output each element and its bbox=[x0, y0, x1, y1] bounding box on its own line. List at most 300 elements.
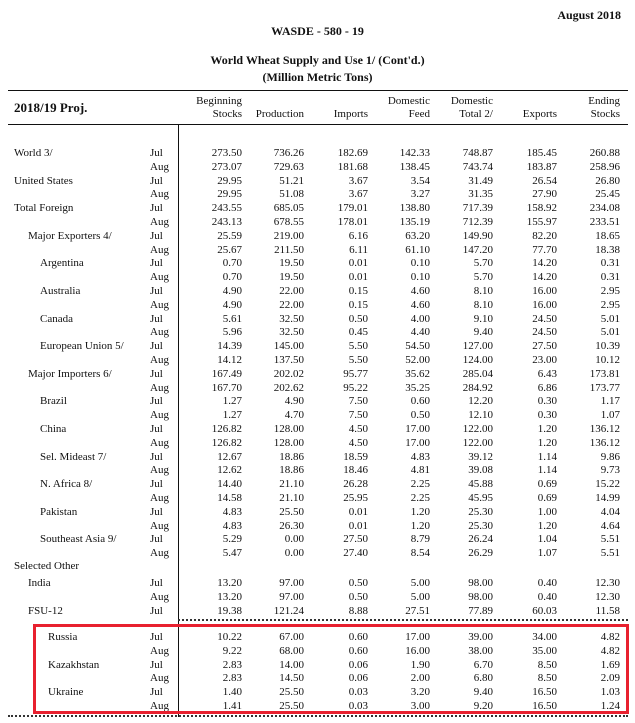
cell-value: 3.67 bbox=[348, 188, 368, 201]
cell-value: 0.01 bbox=[348, 271, 368, 284]
row-month: Aug bbox=[150, 298, 169, 311]
column-header-line1 bbox=[334, 95, 368, 108]
cell-value: 22.00 bbox=[279, 285, 304, 297]
cell-value: 98.00 bbox=[468, 577, 493, 589]
cell-value: 5.01 bbox=[600, 326, 620, 339]
cell-value: 29.95 bbox=[217, 174, 242, 187]
cell-value: 9.40 bbox=[473, 326, 493, 339]
cell-value: 1.07 bbox=[537, 547, 557, 560]
cell-value: 6.80 bbox=[473, 672, 493, 685]
cell-value: 5.01 bbox=[600, 312, 620, 325]
row-month: Aug bbox=[150, 519, 169, 532]
row-month: Jul bbox=[150, 257, 163, 270]
cell-value: 0.10 bbox=[410, 257, 430, 270]
column-header-line1: Ending bbox=[588, 95, 620, 107]
cell-value: 26.28 bbox=[343, 478, 368, 491]
cell-value: 5.47 bbox=[222, 547, 242, 560]
cell-value: 31.49 bbox=[468, 174, 493, 187]
cell-value: 6.86 bbox=[537, 381, 557, 394]
column-header-line2: Exports bbox=[522, 108, 557, 120]
cell-value: 10.39 bbox=[595, 340, 620, 353]
row-month: Aug bbox=[150, 672, 169, 685]
cell-value: 0.31 bbox=[600, 271, 620, 284]
cell-value: 0.40 bbox=[537, 591, 557, 603]
row-label: Canada bbox=[40, 312, 73, 325]
cell-value: 4.90 bbox=[284, 395, 304, 408]
cell-value: 14.12 bbox=[217, 354, 242, 366]
row-month: Jul bbox=[150, 395, 163, 408]
cell-value: 127.00 bbox=[462, 340, 493, 353]
cell-value: 0.60 bbox=[348, 631, 368, 643]
cell-value: 0.30 bbox=[537, 409, 557, 422]
column-header bbox=[588, 95, 620, 121]
column-header-line2: Imports bbox=[333, 108, 368, 120]
cell-value: 18.46 bbox=[343, 464, 368, 477]
row-label: Selected Other bbox=[14, 560, 80, 572]
cell-value: 173.81 bbox=[589, 367, 620, 380]
cell-value: 0.45 bbox=[348, 326, 368, 339]
row-month: Jul bbox=[150, 367, 163, 380]
row-label: Argentina bbox=[40, 257, 84, 270]
cell-value: 8.54 bbox=[410, 547, 430, 560]
cell-value: 145.00 bbox=[273, 340, 304, 353]
cell-value: 35.62 bbox=[405, 367, 430, 380]
cell-value: 179.01 bbox=[337, 202, 368, 215]
cell-value: 11.58 bbox=[595, 605, 620, 617]
cell-value: 16.50 bbox=[532, 700, 557, 712]
cell-value: 25.30 bbox=[468, 505, 493, 518]
cell-value: 23.00 bbox=[532, 354, 557, 366]
cell-value: 16.00 bbox=[532, 285, 557, 297]
row-month: Jul bbox=[150, 312, 163, 325]
cell-value: 1.14 bbox=[537, 464, 557, 477]
cell-value: 4.83 bbox=[222, 505, 242, 518]
cell-value: 5.00 bbox=[410, 591, 430, 603]
cell-value: 183.87 bbox=[526, 160, 557, 173]
cell-value: 219.00 bbox=[273, 229, 304, 242]
row-label: Sel. Mideast 7/ bbox=[40, 450, 107, 463]
cell-value: 0.70 bbox=[222, 271, 242, 284]
row-month: Aug bbox=[150, 160, 169, 173]
cell-value: 126.82 bbox=[211, 436, 242, 449]
cell-value: 149.90 bbox=[462, 229, 493, 242]
cell-value: 0.50 bbox=[348, 577, 368, 589]
cell-value: 202.02 bbox=[273, 367, 304, 380]
cell-value: 25.59 bbox=[217, 229, 242, 242]
cell-value: 39.08 bbox=[468, 464, 493, 477]
cell-value: 0.15 bbox=[348, 285, 368, 297]
cell-value: 285.04 bbox=[462, 367, 493, 380]
cell-value: 2.95 bbox=[600, 298, 620, 311]
column-header bbox=[451, 95, 493, 121]
period-label: 2018/19 Proj. bbox=[14, 100, 88, 115]
row-month: Aug bbox=[150, 271, 169, 284]
cell-value: 202.62 bbox=[273, 381, 304, 394]
cell-value: 22.00 bbox=[279, 298, 304, 311]
cell-value: 4.81 bbox=[410, 464, 430, 477]
cell-value: 155.97 bbox=[526, 216, 557, 228]
cell-value: 1.00 bbox=[537, 505, 557, 518]
cell-value: 5.96 bbox=[222, 326, 242, 339]
cell-value: 0.50 bbox=[348, 591, 368, 603]
cell-value: 717.39 bbox=[462, 202, 493, 215]
cell-value: 3.27 bbox=[410, 188, 430, 201]
cell-value: 51.21 bbox=[279, 174, 304, 187]
cell-value: 185.45 bbox=[526, 147, 557, 159]
cell-value: 137.50 bbox=[273, 354, 304, 366]
cell-value: 0.00 bbox=[284, 547, 304, 560]
cell-value: 3.20 bbox=[410, 686, 430, 699]
cell-value: 26.30 bbox=[279, 519, 304, 532]
top-rule bbox=[8, 90, 628, 91]
cell-value: 95.22 bbox=[343, 381, 368, 394]
column-header-line1: Beginning bbox=[196, 95, 242, 107]
row-label: Major Exporters 4/ bbox=[28, 229, 112, 242]
cell-value: 32.50 bbox=[279, 312, 304, 325]
cell-value: 25.50 bbox=[279, 686, 304, 699]
cell-value: 38.00 bbox=[468, 644, 493, 657]
row-month: Jul bbox=[150, 340, 163, 353]
cell-value: 19.38 bbox=[217, 605, 242, 617]
row-label: Pakistan bbox=[40, 505, 78, 518]
cell-value: 2.25 bbox=[410, 478, 430, 491]
cell-value: 0.10 bbox=[410, 271, 430, 284]
cell-value: 4.00 bbox=[410, 312, 430, 325]
cell-value: 18.86 bbox=[279, 464, 304, 477]
cell-value: 2.95 bbox=[600, 285, 620, 297]
row-month: Aug bbox=[150, 326, 169, 339]
cell-value: 685.05 bbox=[273, 202, 304, 215]
cell-value: 27.40 bbox=[343, 547, 368, 560]
cell-value: 7.50 bbox=[348, 409, 368, 422]
cell-value: 1.20 bbox=[537, 519, 557, 532]
report-date: August 2018 bbox=[557, 8, 621, 22]
row-month: Jul bbox=[150, 450, 163, 463]
cell-value: 10.22 bbox=[217, 631, 242, 643]
cell-value: 1.04 bbox=[537, 533, 557, 546]
cell-value: 14.99 bbox=[595, 492, 620, 504]
column-header-line2: Stocks bbox=[212, 108, 242, 120]
cell-value: 273.07 bbox=[211, 160, 242, 173]
row-label: United States bbox=[14, 174, 73, 187]
cell-value: 158.92 bbox=[526, 202, 557, 215]
row-month: Aug bbox=[150, 243, 169, 256]
cell-value: 18.86 bbox=[279, 450, 304, 463]
cell-value: 211.50 bbox=[274, 243, 304, 256]
cell-value: 2.83 bbox=[222, 658, 242, 671]
cell-value: 4.04 bbox=[600, 505, 620, 518]
cell-value: 68.00 bbox=[279, 644, 304, 657]
cell-value: 6.70 bbox=[473, 658, 493, 671]
cell-value: 10.12 bbox=[595, 354, 620, 366]
cell-value: 26.54 bbox=[532, 174, 557, 187]
row-month: Jul bbox=[150, 423, 163, 435]
cell-value: 13.20 bbox=[217, 577, 242, 589]
cell-value: 0.60 bbox=[410, 395, 430, 408]
cell-value: 0.50 bbox=[410, 409, 430, 422]
cell-value: 32.50 bbox=[279, 326, 304, 339]
cell-value: 0.00 bbox=[284, 533, 304, 546]
cell-value: 1.40 bbox=[222, 686, 242, 699]
cell-value: 27.51 bbox=[405, 605, 430, 617]
cell-value: 1.07 bbox=[600, 409, 620, 422]
cell-value: 1.90 bbox=[410, 658, 430, 671]
cell-value: 9.22 bbox=[222, 644, 242, 657]
cell-value: 8.10 bbox=[473, 285, 493, 297]
cell-value: 0.03 bbox=[348, 700, 368, 712]
cell-value: 4.90 bbox=[222, 285, 242, 297]
cell-value: 45.95 bbox=[468, 492, 493, 504]
cell-value: 2.00 bbox=[410, 672, 430, 685]
cell-value: 0.01 bbox=[348, 519, 368, 532]
cell-value: 5.29 bbox=[222, 533, 242, 546]
cell-value: 121.24 bbox=[273, 605, 304, 617]
cell-value: 51.08 bbox=[279, 188, 304, 201]
cell-value: 9.20 bbox=[473, 700, 493, 712]
cell-value: 12.20 bbox=[468, 395, 493, 408]
cell-value: 17.00 bbox=[405, 631, 430, 643]
column-header-line1: Domestic bbox=[387, 95, 430, 107]
cell-value: 19.50 bbox=[279, 257, 304, 270]
cell-value: 17.00 bbox=[405, 436, 430, 449]
cell-value: 9.73 bbox=[600, 464, 620, 477]
cell-value: 35.25 bbox=[405, 381, 430, 394]
cell-value: 181.68 bbox=[337, 160, 368, 173]
cell-value: 3.00 bbox=[410, 700, 430, 712]
cell-value: 9.40 bbox=[473, 686, 493, 699]
cell-value: 35.00 bbox=[532, 644, 557, 657]
cell-value: 5.61 bbox=[222, 312, 242, 325]
row-month: Aug bbox=[150, 188, 169, 201]
cell-value: 234.08 bbox=[589, 202, 620, 215]
cell-value: 138.45 bbox=[399, 160, 430, 173]
cell-value: 63.20 bbox=[405, 229, 430, 242]
cell-value: 167.70 bbox=[211, 381, 242, 394]
cell-value: 16.00 bbox=[405, 644, 430, 657]
cell-value: 14.20 bbox=[532, 257, 557, 270]
cell-value: 0.03 bbox=[348, 686, 368, 699]
cell-value: 77.70 bbox=[532, 243, 557, 256]
cell-value: 0.60 bbox=[348, 644, 368, 657]
cell-value: 126.82 bbox=[211, 423, 242, 435]
cell-value: 25.50 bbox=[279, 505, 304, 518]
cell-value: 16.50 bbox=[532, 686, 557, 699]
row-month: Jul bbox=[150, 533, 163, 546]
row-month: Jul bbox=[150, 229, 163, 242]
row-label: Australia bbox=[40, 285, 81, 297]
row-month: Jul bbox=[150, 478, 163, 491]
cell-value: 12.10 bbox=[468, 409, 493, 422]
highlight-box bbox=[33, 624, 629, 714]
cell-value: 17.00 bbox=[405, 423, 430, 435]
row-label: Ukraine bbox=[48, 686, 84, 699]
row-month: Jul bbox=[150, 577, 163, 589]
row-month: Jul bbox=[150, 658, 163, 671]
cell-value: 4.40 bbox=[410, 326, 430, 339]
cell-value: 27.50 bbox=[343, 533, 368, 546]
cell-value: 0.01 bbox=[348, 505, 368, 518]
cell-value: 1.14 bbox=[537, 450, 557, 463]
cell-value: 4.64 bbox=[600, 519, 620, 532]
cell-value: 1.03 bbox=[600, 686, 620, 699]
cell-value: 4.82 bbox=[600, 644, 620, 657]
cell-value: 0.01 bbox=[348, 257, 368, 270]
cell-value: 142.33 bbox=[399, 147, 430, 159]
header-rule bbox=[8, 124, 628, 125]
cell-value: 12.67 bbox=[217, 450, 242, 463]
row-month: Aug bbox=[150, 381, 169, 394]
cell-value: 4.82 bbox=[600, 631, 620, 643]
cell-value: 243.55 bbox=[211, 202, 242, 215]
cell-value: 26.80 bbox=[595, 174, 620, 187]
cell-value: 14.58 bbox=[217, 492, 242, 504]
cell-value: 128.00 bbox=[273, 423, 304, 435]
cell-value: 167.49 bbox=[211, 367, 242, 380]
column-header bbox=[196, 95, 242, 121]
cell-value: 1.20 bbox=[410, 505, 430, 518]
row-month: Jul bbox=[150, 174, 163, 187]
cell-value: 34.00 bbox=[532, 631, 557, 643]
cell-value: 12.30 bbox=[595, 577, 620, 589]
cell-value: 736.26 bbox=[273, 147, 304, 159]
row-month: Jul bbox=[150, 147, 163, 159]
cell-value: 1.20 bbox=[537, 436, 557, 449]
cell-value: 4.70 bbox=[284, 409, 304, 422]
cell-value: 128.00 bbox=[273, 436, 304, 449]
cell-value: 124.00 bbox=[462, 354, 493, 366]
cell-value: 5.51 bbox=[600, 547, 620, 560]
cell-value: 29.95 bbox=[217, 188, 242, 201]
cell-value: 45.88 bbox=[468, 478, 493, 491]
row-month: Aug bbox=[150, 436, 169, 449]
cell-value: 3.54 bbox=[410, 174, 430, 187]
column-header bbox=[523, 95, 557, 121]
row-month: Aug bbox=[150, 591, 169, 603]
column-header-line2: Production bbox=[255, 108, 304, 120]
cell-value: 8.10 bbox=[473, 298, 493, 311]
cell-value: 729.63 bbox=[273, 160, 304, 173]
cell-value: 243.13 bbox=[211, 216, 242, 228]
cell-value: 4.60 bbox=[410, 285, 430, 297]
row-label: World 3/ bbox=[14, 147, 53, 159]
row-month: Aug bbox=[150, 464, 169, 477]
row-label: N. Africa 8/ bbox=[40, 478, 93, 491]
cell-value: 284.92 bbox=[462, 381, 493, 394]
cell-value: 743.74 bbox=[462, 160, 493, 173]
cell-value: 122.00 bbox=[462, 423, 493, 435]
cell-value: 147.20 bbox=[462, 243, 493, 256]
cell-value: 25.30 bbox=[468, 519, 493, 532]
cell-value: 4.50 bbox=[348, 436, 368, 449]
cell-value: 2.83 bbox=[222, 672, 242, 685]
column-header bbox=[388, 95, 430, 121]
cell-value: 13.20 bbox=[217, 591, 242, 603]
row-month: Jul bbox=[150, 631, 163, 643]
row-label: Kazakhstan bbox=[48, 658, 100, 671]
cell-value: 1.20 bbox=[537, 423, 557, 435]
row-label: Russia bbox=[48, 631, 78, 643]
row-month: Jul bbox=[150, 285, 163, 297]
cell-value: 182.69 bbox=[337, 147, 368, 159]
cell-value: 5.50 bbox=[348, 340, 368, 353]
cell-value: 136.12 bbox=[589, 423, 620, 435]
cell-value: 18.59 bbox=[343, 450, 368, 463]
cell-value: 21.10 bbox=[279, 478, 304, 491]
cell-value: 95.77 bbox=[343, 367, 368, 380]
cell-value: 2.25 bbox=[410, 492, 430, 504]
cell-value: 173.77 bbox=[589, 381, 620, 394]
cell-value: 97.00 bbox=[279, 591, 304, 603]
cell-value: 16.00 bbox=[532, 298, 557, 311]
row-month: Jul bbox=[150, 505, 163, 518]
column-header-line2: Total 2/ bbox=[459, 108, 493, 120]
row-label: Total Foreign bbox=[14, 202, 74, 215]
clipped-footnote bbox=[8, 715, 628, 723]
cell-value: 14.40 bbox=[217, 478, 242, 491]
cell-value: 54.50 bbox=[405, 340, 430, 353]
cell-value: 0.69 bbox=[537, 492, 557, 504]
row-label: European Union 5/ bbox=[40, 340, 124, 353]
cell-value: 7.50 bbox=[348, 395, 368, 408]
table-title: World Wheat Supply and Use 1/ (Cont'd.) bbox=[210, 53, 425, 67]
cell-value: 24.50 bbox=[532, 326, 557, 339]
cell-value: 12.62 bbox=[217, 464, 242, 477]
cell-value: 15.22 bbox=[595, 478, 620, 491]
cell-value: 233.51 bbox=[589, 216, 620, 228]
cell-value: 52.00 bbox=[405, 354, 430, 366]
table-subtitle: (Million Metric Tons) bbox=[262, 70, 373, 84]
cell-value: 61.10 bbox=[405, 243, 430, 256]
cell-value: 138.80 bbox=[399, 202, 430, 215]
cell-value: 21.10 bbox=[279, 492, 304, 504]
row-label: Major Importers 6/ bbox=[28, 367, 112, 380]
cell-value: 25.67 bbox=[217, 243, 242, 256]
cell-value: 4.83 bbox=[222, 519, 242, 532]
row-month: Aug bbox=[150, 492, 169, 504]
cell-value: 18.38 bbox=[595, 243, 620, 256]
cell-value: 1.41 bbox=[222, 700, 242, 712]
cell-value: 1.27 bbox=[222, 395, 242, 408]
row-label: India bbox=[28, 577, 51, 589]
cell-value: 5.51 bbox=[600, 533, 620, 546]
row-month: Jul bbox=[150, 686, 163, 699]
cell-value: 82.20 bbox=[532, 229, 557, 242]
row-label: Brazil bbox=[40, 395, 67, 408]
column-header-line1: Domestic bbox=[450, 95, 493, 107]
cell-value: 4.60 bbox=[410, 298, 430, 311]
cell-value: 0.70 bbox=[222, 257, 242, 270]
cell-value: 0.31 bbox=[600, 257, 620, 270]
cell-value: 60.03 bbox=[532, 605, 557, 617]
cell-value: 3.67 bbox=[348, 174, 368, 187]
row-label: FSU-12 bbox=[28, 605, 63, 617]
cell-value: 122.00 bbox=[462, 436, 493, 449]
cell-value: 5.70 bbox=[473, 271, 493, 284]
cell-value: 8.50 bbox=[537, 672, 557, 685]
cell-value: 712.39 bbox=[462, 216, 493, 228]
cell-value: 748.87 bbox=[462, 147, 493, 159]
cell-value: 18.65 bbox=[595, 229, 620, 242]
cell-value: 25.50 bbox=[279, 700, 304, 712]
cell-value: 6.16 bbox=[348, 229, 368, 242]
cell-value: 31.35 bbox=[468, 188, 493, 201]
cell-value: 1.69 bbox=[600, 658, 620, 671]
cell-value: 4.50 bbox=[348, 423, 368, 435]
cell-value: 77.89 bbox=[468, 605, 493, 617]
cell-value: 0.15 bbox=[348, 298, 368, 311]
cell-value: 258.96 bbox=[589, 160, 620, 173]
cell-value: 273.50 bbox=[211, 147, 242, 159]
